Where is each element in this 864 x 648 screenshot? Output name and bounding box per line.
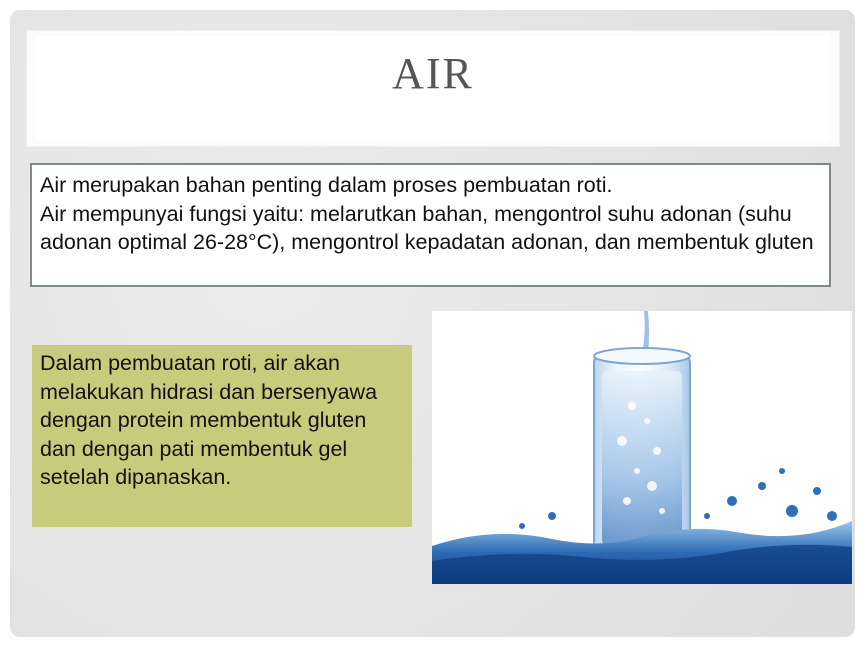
hydration-text: Dalam pembuatan roti, air akan melakukan hidrasi dan bersenyawa dengan protein membentuk gluten dan dengan pati membentuk gel setelah dipanaskan. bbox=[40, 351, 378, 489]
slide-title: AIR bbox=[392, 49, 474, 98]
description-line-2: Air mempunyai fungsi yaitu: melarutkan bahan, mengontrol suhu adonan (suhu adonan optimal 26-28°C), mengontrol kepadatan adonan, dan membentuk gluten bbox=[40, 201, 814, 254]
water-glass-illustration bbox=[432, 311, 852, 584]
hydration-box bbox=[32, 345, 412, 527]
description-line-1: Air merupakan bahan penting dalam proses pembuatan roti. bbox=[40, 173, 613, 197]
glass-of-water-image bbox=[432, 311, 852, 584]
description-box bbox=[30, 163, 831, 287]
title-band bbox=[26, 30, 840, 147]
